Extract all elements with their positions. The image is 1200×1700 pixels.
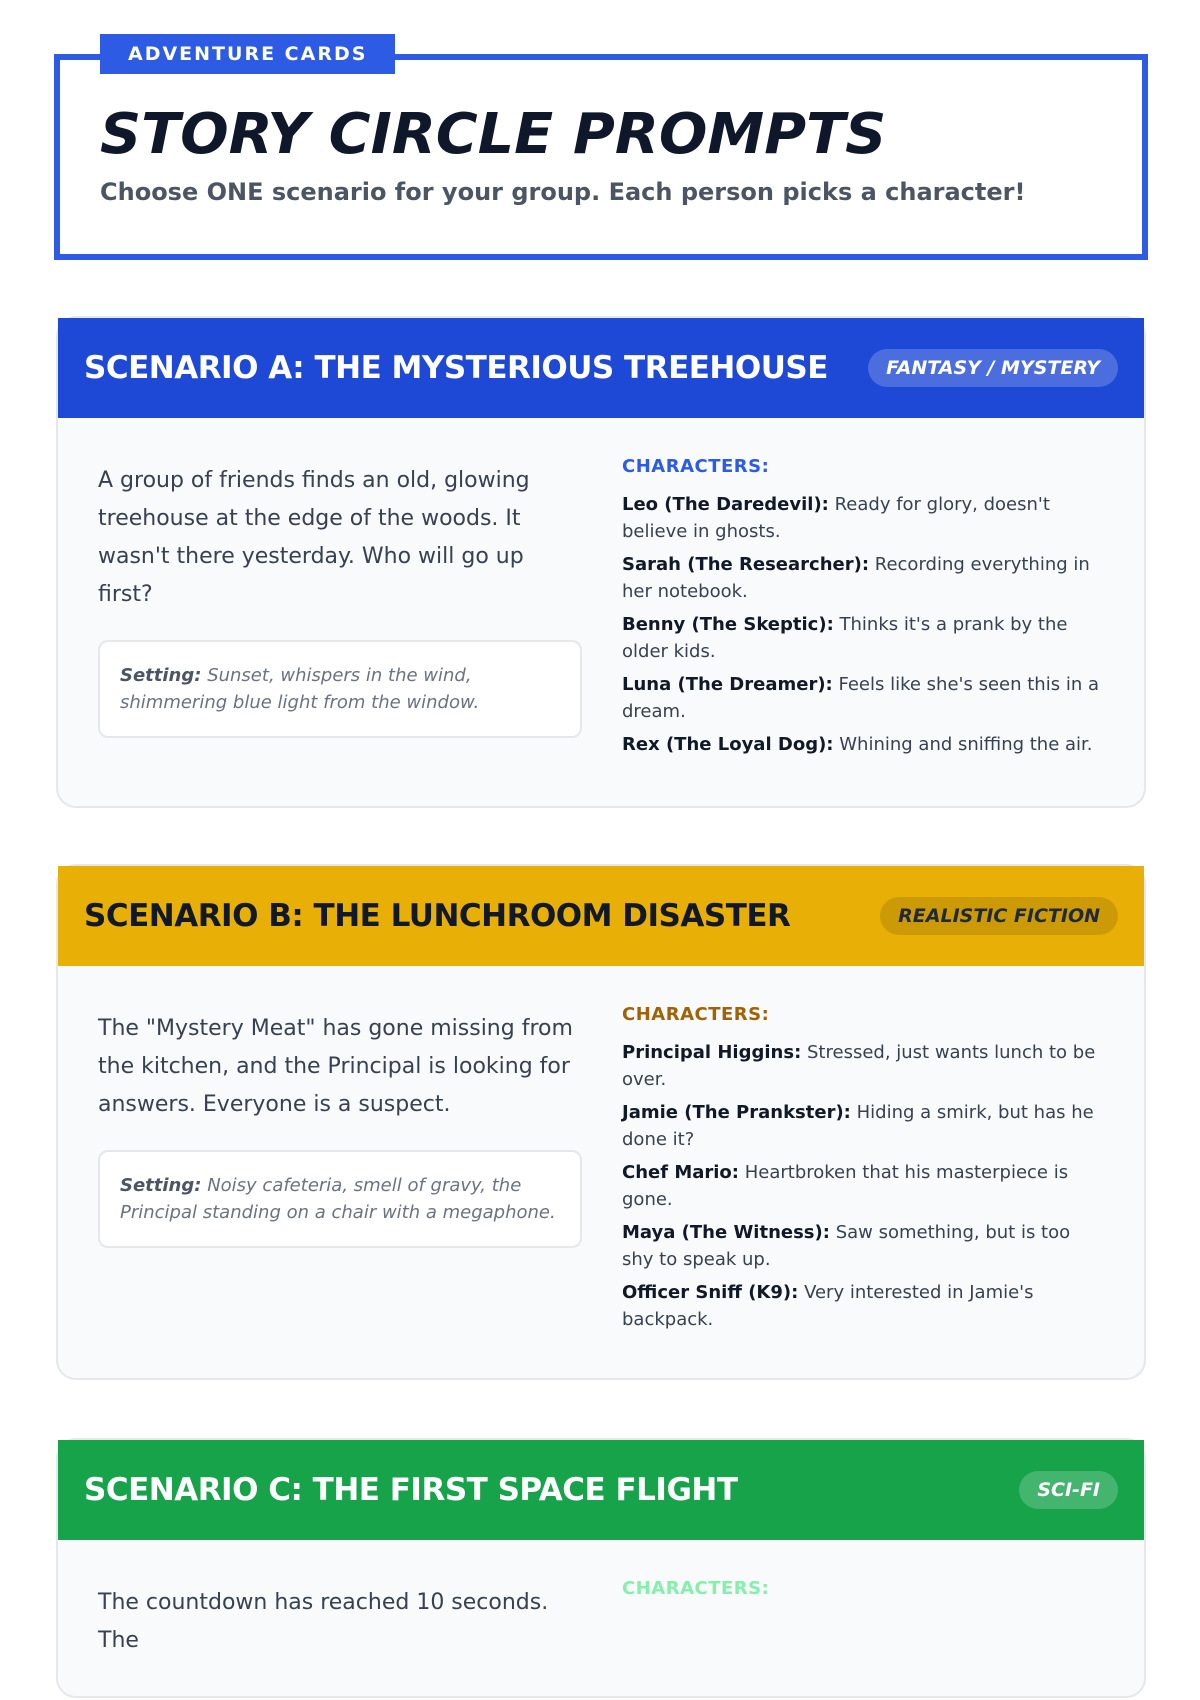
character-desc: Ready for glory, doesn't believe in ghosts. [622,494,1050,542]
page-subtitle: Choose ONE scenario for your group. Each person picks a character! [100,178,1026,206]
characters-column [622,456,1104,764]
setting-box [98,1150,582,1248]
scenario-header [58,1440,1144,1540]
characters-column [622,1004,1104,1339]
character-name: Benny (The Skeptic): [622,614,834,635]
character-name: Luna (The Dreamer): [622,674,833,695]
character-desc: Thinks it's a prank by the older kids. [622,614,1068,662]
genre-badge: FANTASY / MYSTERY [868,349,1118,387]
setting-text: Noisy cafeteria, smell of gravy, the Principal standing on a chair with a megaphone. [120,1175,556,1223]
page-title: STORY CIRCLE PROMPTS [100,102,887,167]
character-desc: Stressed, just wants lunch to be over. [622,1042,1096,1090]
character-item [622,731,1104,758]
setting-label: Setting: [120,1175,202,1196]
scenario-card-a [56,316,1146,808]
scenario-header [58,866,1144,966]
characters-column [622,1578,1104,1660]
character-desc: Very interested in Jamie's backpack. [622,1282,1034,1330]
character-desc: Recording everything in her notebook. [622,554,1090,602]
setting-label: Setting: [120,665,202,686]
setting-text: Sunset, whispers in the wind, shimmering blue light from the window. [120,665,480,713]
character-desc: Feels like she's seen this in a dream. [622,674,1099,722]
character-item [622,1159,1104,1213]
scenario-left-column [98,1010,582,1339]
character-name: Maya (The Witness): [622,1222,830,1243]
scenario-description: A group of friends finds an old, glowing treehouse at the edge of the woods. It wasn't there yesterday. Who will go up first? [98,468,530,607]
genre-badge: REALISTIC FICTION [880,897,1118,935]
scenario-body [58,966,1144,1379]
character-name: Chef Mario: [622,1162,739,1183]
character-item [622,491,1104,545]
scenario-title: SCENARIO B: THE LUNCHROOM DISASTER [84,898,791,934]
character-name: Leo (The Daredevil): [622,494,829,515]
scenario-body [58,1540,1144,1700]
character-name: Officer Sniff (K9): [622,1282,799,1303]
character-name: Sarah (The Researcher): [622,554,870,575]
scenario-left-column [98,1584,582,1660]
character-item [622,551,1104,605]
character-desc: Heartbroken that his masterpiece is gone. [622,1162,1069,1210]
character-item [622,611,1104,665]
character-desc: Whining and sniffing the air. [839,734,1093,755]
character-desc: Hiding a smirk, but has he done it? [622,1102,1094,1150]
character-name: Principal Higgins: [622,1042,802,1063]
scenario-body [58,418,1144,804]
scenario-title: SCENARIO C: THE FIRST SPACE FLIGHT [84,1472,738,1508]
setting-box [98,640,582,738]
character-item [622,1219,1104,1273]
characters-heading: CHARACTERS: [622,1578,770,1599]
characters-heading: CHARACTERS: [622,1004,770,1025]
header-tag: ADVENTURE CARDS [100,34,395,74]
character-item [622,1279,1104,1333]
character-name: Rex (The Loyal Dog): [622,734,834,755]
scenario-card-c [56,1438,1146,1698]
characters-heading: CHARACTERS: [622,456,770,477]
scenario-description: The "Mystery Meat" has gone missing from the kitchen, and the Principal is looking for answers. Everyone is a suspect. [98,1016,573,1117]
scenario-title: SCENARIO A: THE MYSTERIOUS TREEHOUSE [84,350,828,386]
scenario-left-column [98,462,582,764]
scenario-description: The countdown has reached 10 seconds. The [98,1590,549,1653]
character-desc: Saw something, but is too shy to speak up. [622,1222,1071,1270]
scenario-card-b [56,864,1146,1380]
character-item [622,1099,1104,1153]
character-item [622,671,1104,725]
character-item [622,1039,1104,1093]
scenario-header [58,318,1144,418]
character-name: Jamie (The Prankster): [622,1102,851,1123]
genre-badge: SCI-FI [1019,1471,1118,1509]
